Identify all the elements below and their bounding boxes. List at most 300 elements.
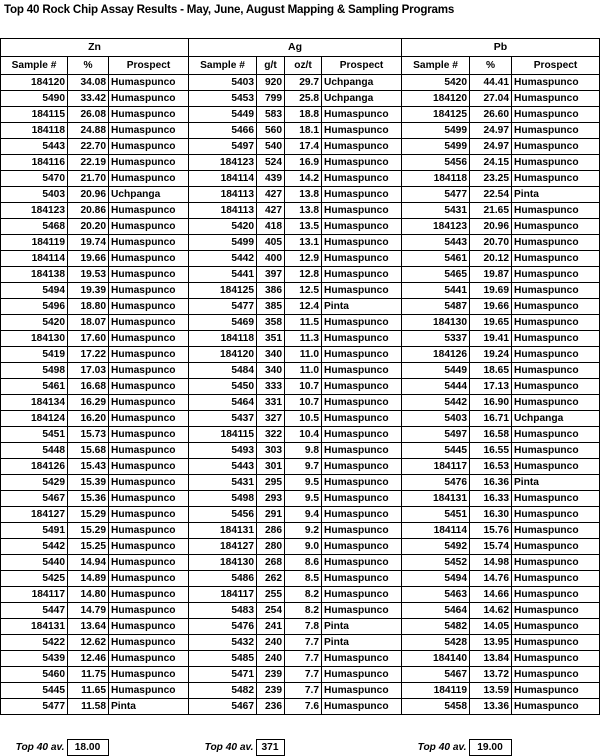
ag-gpt-cell: 583 <box>257 107 285 123</box>
zn-percent-cell: 17.22 <box>68 347 109 363</box>
ag-ozt-cell: 18.8 <box>285 107 322 123</box>
zn-sample-cell: 184123 <box>1 203 68 219</box>
pb-percent-cell: 44.41 <box>470 75 512 91</box>
zn-sample-cell: 5470 <box>1 171 68 187</box>
zn-sample-cell: 184118 <box>1 123 68 139</box>
zn-sample-cell: 5403 <box>1 187 68 203</box>
ag-gpt-cell: 385 <box>257 299 285 315</box>
zn-percent-cell: 14.80 <box>68 587 109 603</box>
zn-percent-cell: 19.66 <box>68 251 109 267</box>
pb-percent-cell: 15.76 <box>470 523 512 539</box>
ag-gpt-cell: 400 <box>257 251 285 267</box>
pb-prospect-cell: Humaspunco <box>512 491 600 507</box>
ag-prospect-cell: Humaspunco <box>322 555 402 571</box>
ag-prospect-cell: Humaspunco <box>322 427 402 443</box>
ag-gpt-cell: 291 <box>257 507 285 523</box>
ag-sample-cell: 5443 <box>189 459 257 475</box>
ag-prospect-cell: Humaspunco <box>322 651 402 667</box>
zn-sample-cell: 5468 <box>1 219 68 235</box>
ag-sample-cell: 5403 <box>189 75 257 91</box>
zn-percent-cell: 12.62 <box>68 635 109 651</box>
ag-ozt-cell: 12.5 <box>285 283 322 299</box>
ag-gpt-cell: 331 <box>257 395 285 411</box>
pb-percent-cell: 24.97 <box>470 123 512 139</box>
pb-prospect-cell: Humaspunco <box>512 363 600 379</box>
pb-sample-cell: 5443 <box>402 235 470 251</box>
zn-sample-cell: 5490 <box>1 91 68 107</box>
pb-sample-cell: 5431 <box>402 203 470 219</box>
ag-ozt-cell: 8.2 <box>285 587 322 603</box>
zn-sample-cell: 184126 <box>1 459 68 475</box>
ag-gpt-cell: 418 <box>257 219 285 235</box>
zn-prospect-cell: Humaspunco <box>109 667 189 683</box>
ag-prospect-cell: Humaspunco <box>322 267 402 283</box>
pb-percent-cell: 19.24 <box>470 347 512 363</box>
zn-sample-cell: 5448 <box>1 443 68 459</box>
ag-sample-cell: 5450 <box>189 379 257 395</box>
ag-gpt-cell: 268 <box>257 555 285 571</box>
zn-percent-cell: 19.74 <box>68 235 109 251</box>
table-row <box>1 283 600 299</box>
table-row <box>1 395 600 411</box>
pb-sample-cell: 184130 <box>402 315 470 331</box>
pb-percent-cell: 24.15 <box>470 155 512 171</box>
ag-prospect-cell: Humaspunco <box>322 491 402 507</box>
pb-percent-cell: 16.53 <box>470 459 512 475</box>
table-row <box>1 299 600 315</box>
ag-sample-cell: 184113 <box>189 187 257 203</box>
ag-prospect-cell: Humaspunco <box>322 107 402 123</box>
pb-prospect-cell: Humaspunco <box>512 139 600 155</box>
ag-gpt-cell: 301 <box>257 459 285 475</box>
table-row <box>1 203 600 219</box>
zn-prospect-header: Prospect <box>109 57 189 75</box>
zn-sample-cell: 184117 <box>1 587 68 603</box>
zn-sample-cell: 184138 <box>1 267 68 283</box>
pb-sample-cell: 5420 <box>402 75 470 91</box>
pb-percent-cell: 21.65 <box>470 203 512 219</box>
pb-percent-cell: 13.36 <box>470 699 512 715</box>
zn-prospect-cell: Humaspunco <box>109 155 189 171</box>
pb-group-header: Pb <box>402 39 600 57</box>
zn-sample-cell: 5467 <box>1 491 68 507</box>
ag-gpt-cell: 262 <box>257 571 285 587</box>
ag-sample-cell: 5456 <box>189 507 257 523</box>
ag-sample-cell: 184120 <box>189 347 257 363</box>
zn-percent-cell: 11.75 <box>68 667 109 683</box>
zn-sample-cell: 5429 <box>1 475 68 491</box>
zn-prospect-cell: Humaspunco <box>109 139 189 155</box>
ag-prospect-cell: Humaspunco <box>322 571 402 587</box>
zn-percent-cell: 14.89 <box>68 571 109 587</box>
ag-gpt-cell: 340 <box>257 363 285 379</box>
table-row <box>1 475 600 491</box>
zn-prospect-cell: Humaspunco <box>109 107 189 123</box>
pb-prospect-cell: Humaspunco <box>512 699 600 715</box>
pb-prospect-cell: Humaspunco <box>512 91 600 107</box>
ag-sample-cell: 184118 <box>189 331 257 347</box>
ag-sample-cell: 5476 <box>189 619 257 635</box>
pb-sample-cell: 5494 <box>402 571 470 587</box>
zn-prospect-cell: Humaspunco <box>109 571 189 587</box>
zn-prospect-cell: Humaspunco <box>109 475 189 491</box>
table-row <box>1 683 600 699</box>
pb-prospect-cell: Humaspunco <box>512 571 600 587</box>
pb-sample-cell: 5451 <box>402 507 470 523</box>
ag-sample-cell: 5449 <box>189 107 257 123</box>
zn-sample-cell: 5443 <box>1 139 68 155</box>
table-row <box>1 91 600 107</box>
table-row <box>1 363 600 379</box>
pb-prospect-cell: Humaspunco <box>512 539 600 555</box>
ag-sample-cell: 5471 <box>189 667 257 683</box>
pb-prospect-cell: Humaspunco <box>512 459 600 475</box>
zn-prospect-cell: Humaspunco <box>109 395 189 411</box>
ag-gpt-cell: 236 <box>257 699 285 715</box>
table-row <box>1 507 600 523</box>
zn-percent-cell: 21.70 <box>68 171 109 187</box>
zn-percent-cell: 22.19 <box>68 155 109 171</box>
ag-sample-cell: 5431 <box>189 475 257 491</box>
table-row <box>1 379 600 395</box>
ag-prospect-cell: Humaspunco <box>322 507 402 523</box>
ag-ozt-cell: 7.7 <box>285 683 322 699</box>
zn-sample-cell: 184131 <box>1 619 68 635</box>
zn-prospect-cell: Humaspunco <box>109 363 189 379</box>
zn-prospect-cell: Humaspunco <box>109 459 189 475</box>
pb-percent-cell: 19.65 <box>470 315 512 331</box>
table-row <box>1 699 600 715</box>
zn-percent-cell: 15.29 <box>68 523 109 539</box>
table-row <box>1 491 600 507</box>
zn-percent-cell: 19.53 <box>68 267 109 283</box>
zn-sample-cell: 5420 <box>1 315 68 331</box>
zn-percent-cell: 16.68 <box>68 379 109 395</box>
pb-percent-cell: 16.71 <box>470 411 512 427</box>
pb-prospect-cell: Humaspunco <box>512 507 600 523</box>
pb-sample-cell: 5452 <box>402 555 470 571</box>
pb-percent-cell: 19.87 <box>470 267 512 283</box>
zn-average-value: 18.00 <box>67 740 108 756</box>
pb-prospect-cell: Pinta <box>512 475 600 491</box>
ag-sample-cell: 5497 <box>189 139 257 155</box>
table-row <box>1 139 600 155</box>
table-row <box>1 667 600 683</box>
pb-sample-header: Sample # <box>402 57 470 75</box>
ag-ozt-cell: 16.9 <box>285 155 322 171</box>
ag-gpt-cell: 560 <box>257 123 285 139</box>
pb-sample-cell: 5461 <box>402 251 470 267</box>
ag-sample-cell: 5499 <box>189 235 257 251</box>
ag-sample-cell: 184123 <box>189 155 257 171</box>
ag-prospect-cell: Pinta <box>322 619 402 635</box>
zn-prospect-cell: Humaspunco <box>109 267 189 283</box>
pb-prospect-header: Prospect <box>512 57 600 75</box>
zn-prospect-cell: Humaspunco <box>109 635 189 651</box>
pb-prospect-cell: Humaspunco <box>512 235 600 251</box>
pb-sample-cell: 184114 <box>402 523 470 539</box>
zn-sample-cell: 184124 <box>1 411 68 427</box>
pb-prospect-cell: Humaspunco <box>512 171 600 187</box>
pb-percent-cell: 14.76 <box>470 571 512 587</box>
ag-sample-cell: 184127 <box>189 539 257 555</box>
ag-gpt-cell: 240 <box>257 635 285 651</box>
zn-percent-cell: 17.03 <box>68 363 109 379</box>
ag-prospect-cell: Uchpanga <box>322 75 402 91</box>
ag-gpt-cell: 524 <box>257 155 285 171</box>
pb-percent-cell: 16.30 <box>470 507 512 523</box>
pb-prospect-cell: Humaspunco <box>512 75 600 91</box>
pb-prospect-cell: Humaspunco <box>512 251 600 267</box>
table-row <box>1 459 600 475</box>
pb-percent-cell: 19.66 <box>470 299 512 315</box>
zn-sample-cell: 184120 <box>1 75 68 91</box>
zn-sample-cell: 5447 <box>1 603 68 619</box>
averages-row <box>0 740 599 756</box>
zn-prospect-cell: Humaspunco <box>109 411 189 427</box>
zn-prospect-cell: Humaspunco <box>109 315 189 331</box>
ag-prospect-cell: Humaspunco <box>322 683 402 699</box>
averages-footer <box>0 739 599 756</box>
ag-gpt-cell: 254 <box>257 603 285 619</box>
ag-prospect-cell: Humaspunco <box>322 347 402 363</box>
ag-sample-cell: 5467 <box>189 699 257 715</box>
ag-gpt-cell: 405 <box>257 235 285 251</box>
table-row <box>1 347 600 363</box>
ag-sample-cell: 184113 <box>189 203 257 219</box>
ag-prospect-cell: Humaspunco <box>322 699 402 715</box>
table-row <box>1 331 600 347</box>
ag-sample-cell: 5483 <box>189 603 257 619</box>
ag-sample-cell: 5453 <box>189 91 257 107</box>
ag-sample-cell: 5466 <box>189 123 257 139</box>
zn-sample-cell: 5491 <box>1 523 68 539</box>
pb-percent-cell: 27.04 <box>470 91 512 107</box>
zn-prospect-cell: Humaspunco <box>109 219 189 235</box>
ag-prospect-cell: Pinta <box>322 635 402 651</box>
pb-sample-cell: 5482 <box>402 619 470 635</box>
zn-percent-cell: 22.70 <box>68 139 109 155</box>
pb-sample-cell: 5476 <box>402 475 470 491</box>
ag-prospect-cell: Humaspunco <box>322 411 402 427</box>
zn-sample-cell: 5460 <box>1 667 68 683</box>
pb-percent-cell: 13.72 <box>470 667 512 683</box>
table-row <box>1 315 600 331</box>
table-row <box>1 171 600 187</box>
ag-ozt-cell: 9.5 <box>285 475 322 491</box>
pb-prospect-cell: Humaspunco <box>512 603 600 619</box>
pb-sample-cell: 184117 <box>402 459 470 475</box>
table-row <box>1 651 600 667</box>
pb-sample-cell: 5499 <box>402 123 470 139</box>
zn-group-header: Zn <box>1 39 189 57</box>
ag-prospect-cell: Humaspunco <box>322 155 402 171</box>
zn-sample-cell: 184134 <box>1 395 68 411</box>
zn-sample-cell: 5461 <box>1 379 68 395</box>
zn-prospect-cell: Humaspunco <box>109 491 189 507</box>
pb-prospect-cell: Humaspunco <box>512 219 600 235</box>
zn-sample-cell: 5498 <box>1 363 68 379</box>
ag-prospect-cell: Humaspunco <box>322 539 402 555</box>
ag-ozt-cell: 25.8 <box>285 91 322 107</box>
ag-gpt-cell: 386 <box>257 283 285 299</box>
ag-ozt-cell: 11.0 <box>285 347 322 363</box>
zn-percent-cell: 16.20 <box>68 411 109 427</box>
ag-prospect-cell: Uchpanga <box>322 91 402 107</box>
ag-gpt-cell: 397 <box>257 267 285 283</box>
zn-percent-cell: 15.25 <box>68 539 109 555</box>
ag-sample-cell: 5484 <box>189 363 257 379</box>
ag-prospect-cell: Humaspunco <box>322 667 402 683</box>
pb-percent-cell: 15.74 <box>470 539 512 555</box>
pb-prospect-cell: Humaspunco <box>512 667 600 683</box>
pb-average-label: Top 40 av. <box>417 742 467 753</box>
pb-percent-cell: 20.12 <box>470 251 512 267</box>
pb-sample-cell: 5467 <box>402 667 470 683</box>
ag-ozt-cell: 9.7 <box>285 459 322 475</box>
ag-sample-cell: 184130 <box>189 555 257 571</box>
ag-ozt-cell: 11.3 <box>285 331 322 347</box>
table-row <box>1 571 600 587</box>
table-row <box>1 539 600 555</box>
ag-prospect-cell: Humaspunco <box>322 219 402 235</box>
table-row <box>1 587 600 603</box>
element-group-header-row <box>1 39 600 57</box>
zn-percent-cell: 11.58 <box>68 699 109 715</box>
ag-ozt-cell: 9.0 <box>285 539 322 555</box>
ag-sample-cell: 5498 <box>189 491 257 507</box>
ag-ozt-cell: 7.7 <box>285 651 322 667</box>
column-header-row <box>1 57 600 75</box>
zn-percent-cell: 14.94 <box>68 555 109 571</box>
ag-sample-cell: 5441 <box>189 267 257 283</box>
table-row <box>1 427 600 443</box>
ag-prospect-cell: Humaspunco <box>322 363 402 379</box>
ag-prospect-cell: Humaspunco <box>322 315 402 331</box>
zn-percent-cell: 34.08 <box>68 75 109 91</box>
pb-sample-cell: 5499 <box>402 139 470 155</box>
table-row <box>1 235 600 251</box>
zn-percent-cell: 24.88 <box>68 123 109 139</box>
page-title: Top 40 Rock Chip Assay Results - May, June, August Mapping & Sampling Programs <box>4 3 455 16</box>
zn-sample-cell: 5419 <box>1 347 68 363</box>
zn-prospect-cell: Humaspunco <box>109 75 189 91</box>
pb-prospect-cell: Humaspunco <box>512 347 600 363</box>
pb-sample-cell: 184119 <box>402 683 470 699</box>
ag-ozt-cell: 13.8 <box>285 203 322 219</box>
table-row <box>1 635 600 651</box>
zn-percent-cell: 15.36 <box>68 491 109 507</box>
pb-prospect-cell: Humaspunco <box>512 107 600 123</box>
zn-prospect-cell: Humaspunco <box>109 587 189 603</box>
ag-gpt-cell: 322 <box>257 427 285 443</box>
zn-prospect-cell: Humaspunco <box>109 603 189 619</box>
zn-prospect-cell: Humaspunco <box>109 331 189 347</box>
pb-sample-cell: 184123 <box>402 219 470 235</box>
ag-gpt-cell: 239 <box>257 683 285 699</box>
zn-prospect-cell: Humaspunco <box>109 251 189 267</box>
pb-percent-cell: 16.33 <box>470 491 512 507</box>
ag-ozt-cell: 11.0 <box>285 363 322 379</box>
ag-prospect-cell: Humaspunco <box>322 203 402 219</box>
pb-percent-cell: 16.90 <box>470 395 512 411</box>
ag-gpt-cell: 427 <box>257 203 285 219</box>
zn-prospect-cell: Humaspunco <box>109 651 189 667</box>
table-row <box>1 603 600 619</box>
pb-percent-cell: 19.69 <box>470 283 512 299</box>
ag-prospect-cell: Humaspunco <box>322 523 402 539</box>
pb-prospect-cell: Humaspunco <box>512 523 600 539</box>
zn-percent-cell: 20.20 <box>68 219 109 235</box>
ag-gpt-cell: 439 <box>257 171 285 187</box>
ag-ozt-cell: 12.9 <box>285 251 322 267</box>
zn-sample-cell: 184130 <box>1 331 68 347</box>
zn-sample-cell: 5494 <box>1 283 68 299</box>
zn-percent-cell: 12.46 <box>68 651 109 667</box>
ag-ozt-cell: 7.7 <box>285 635 322 651</box>
zn-percent-cell: 16.29 <box>68 395 109 411</box>
ag-ozt-cell: 29.7 <box>285 75 322 91</box>
zn-prospect-cell: Humaspunco <box>109 299 189 315</box>
zn-sample-cell: 184115 <box>1 107 68 123</box>
pb-sample-cell: 5497 <box>402 427 470 443</box>
ag-ozt-cell: 7.6 <box>285 699 322 715</box>
zn-sample-cell: 5439 <box>1 651 68 667</box>
zn-prospect-cell: Humaspunco <box>109 347 189 363</box>
pb-prospect-cell: Humaspunco <box>512 651 600 667</box>
table-row <box>1 123 600 139</box>
zn-prospect-cell: Humaspunco <box>109 427 189 443</box>
ag-ozt-cell: 10.7 <box>285 379 322 395</box>
ag-gpt-cell: 255 <box>257 587 285 603</box>
ag-ozt-cell: 18.1 <box>285 123 322 139</box>
ag-ozt-cell: 9.2 <box>285 523 322 539</box>
ag-prospect-cell: Humaspunco <box>322 187 402 203</box>
zn-percent-header: % <box>68 57 109 75</box>
pb-sample-cell: 184140 <box>402 651 470 667</box>
zn-percent-cell: 15.73 <box>68 427 109 443</box>
pb-sample-cell: 184120 <box>402 91 470 107</box>
pb-sample-cell: 5442 <box>402 395 470 411</box>
ag-prospect-cell: Humaspunco <box>322 603 402 619</box>
ag-gpt-cell: 799 <box>257 91 285 107</box>
zn-sample-cell: 5445 <box>1 683 68 699</box>
pb-percent-cell: 14.98 <box>470 555 512 571</box>
pb-prospect-cell: Humaspunco <box>512 331 600 347</box>
pb-sample-cell: 5477 <box>402 187 470 203</box>
ag-gpt-cell: 303 <box>257 443 285 459</box>
ag-sample-cell: 184115 <box>189 427 257 443</box>
pb-sample-cell: 5441 <box>402 283 470 299</box>
pb-prospect-cell: Humaspunco <box>512 315 600 331</box>
ag-sample-cell: 5493 <box>189 443 257 459</box>
pb-sample-cell: 5428 <box>402 635 470 651</box>
pb-prospect-cell: Humaspunco <box>512 379 600 395</box>
ag-prospect-cell: Humaspunco <box>322 235 402 251</box>
pb-prospect-cell: Humaspunco <box>512 283 600 299</box>
pb-percent-header: % <box>470 57 512 75</box>
ag-gpt-cell: 295 <box>257 475 285 491</box>
pb-prospect-cell: Humaspunco <box>512 427 600 443</box>
ag-ozt-cell: 14.2 <box>285 171 322 187</box>
ag-gpt-cell: 241 <box>257 619 285 635</box>
ag-gpt-cell: 327 <box>257 411 285 427</box>
pb-sample-cell: 5458 <box>402 699 470 715</box>
zn-prospect-cell: Humaspunco <box>109 683 189 699</box>
zn-prospect-cell: Humaspunco <box>109 203 189 219</box>
pb-sample-cell: 5464 <box>402 603 470 619</box>
ag-ozt-cell: 9.8 <box>285 443 322 459</box>
